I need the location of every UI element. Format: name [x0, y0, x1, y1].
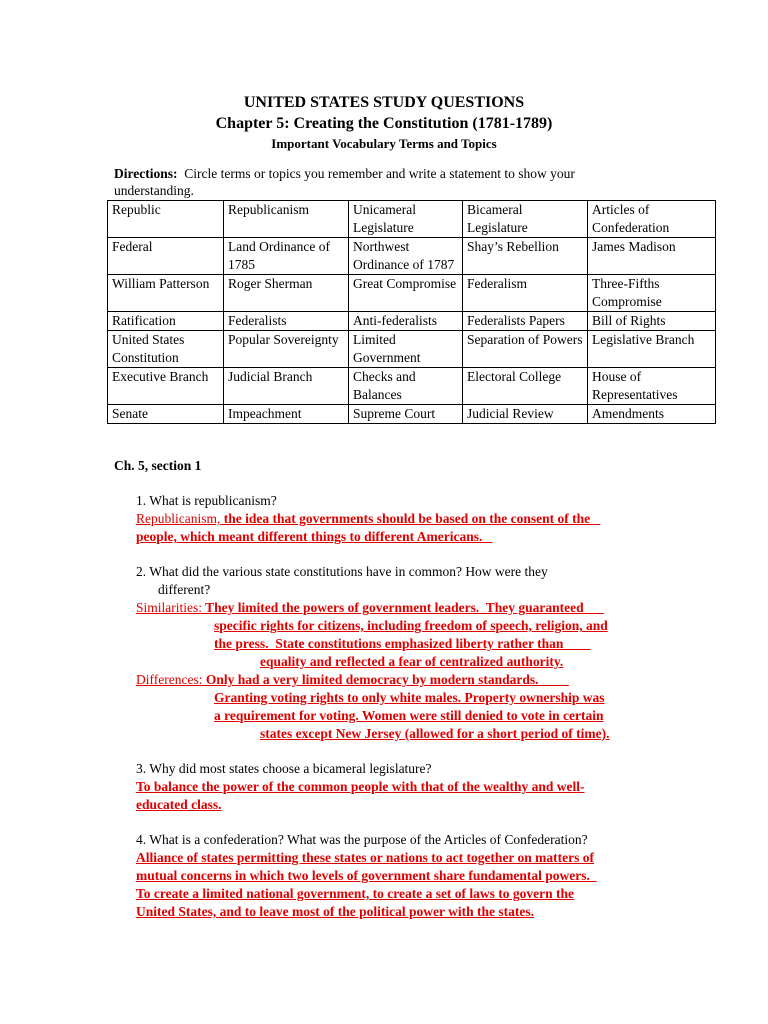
answer-4-line-4: United States, and to leave most of the political power with the states. — [136, 904, 534, 919]
vocab-term: Popular Sovereignty — [224, 331, 349, 368]
page-title: UNITED STATES STUDY QUESTIONS — [243, 94, 525, 111]
vocab-term: Ratification — [108, 312, 224, 331]
vocab-term: Federalism — [463, 275, 588, 312]
vocab-term: Roger Sherman — [224, 275, 349, 312]
vocab-term: William Patterson — [108, 275, 224, 312]
vocab-term: Supreme Court — [349, 405, 463, 424]
vocab-row — [108, 238, 716, 275]
answer-4-line-2: mutual concerns in which two levels of government share fundamental powers. — [136, 868, 597, 883]
vocab-term: Separation of Powers — [463, 331, 588, 368]
answer-4-line-1: Alliance of states permitting these states or nations to act together on matters of — [136, 850, 595, 865]
vocab-row — [108, 405, 716, 424]
vocab-term: Amendments — [588, 405, 716, 424]
vocab-row — [108, 312, 716, 331]
question-2-line-1: 2. What did the various state constitutions have in common? How were they — [136, 564, 548, 579]
vocab-term: Electoral College — [463, 368, 588, 405]
vocab-term: Legislative Branch — [588, 331, 716, 368]
vocab-term: Judicial Review — [463, 405, 588, 424]
directions-text: Circle terms or topics you remember and write a statement to show your understanding. — [114, 166, 575, 198]
vocab-term: House of Representatives — [588, 368, 716, 405]
vocab-term: Anti-federalists — [349, 312, 463, 331]
similarities-label: Similarities: — [136, 600, 202, 615]
vocab-term: Northwest Ordinance of 1787 — [349, 238, 463, 275]
vocab-term: Executive Branch — [108, 368, 224, 405]
vocab-term: Three-Fifths Compromise — [588, 275, 716, 312]
answer-4-line-3: To create a limited national government, to create a set of laws to govern the — [136, 886, 575, 901]
vocab-term: Great Compromise — [349, 275, 463, 312]
vocab-term: Republic — [108, 201, 224, 238]
vocab-table — [107, 200, 716, 424]
directions — [114, 165, 654, 199]
page-subtitle: Important Vocabulary Terms and Topics — [271, 136, 497, 151]
vocab-term: Limited Government — [349, 331, 463, 368]
differences-line-2: Granting voting rights to only white males. Property ownership was — [214, 690, 605, 705]
question-1: 1. What is republicanism? — [136, 493, 277, 508]
question-3: 3. Why did most states choose a bicameral legislature? — [136, 761, 432, 776]
vocab-term: Checks and Balances — [349, 368, 463, 405]
answer-3-line-2: educated class. — [136, 797, 222, 812]
directions-label: Directions: — [114, 166, 178, 181]
question-4: 4. What is a confederation? What was the purpose of the Articles of Confederation? — [136, 832, 588, 847]
vocab-term: Shay’s Rebellion — [463, 238, 588, 275]
chapter-title: Chapter 5: Creating the Constitution (1781-1789) — [215, 115, 553, 132]
vocab-term: Bill of Rights — [588, 312, 716, 331]
vocab-term: Unicameral Legislature — [349, 201, 463, 238]
vocab-term: Senate — [108, 405, 224, 424]
vocab-term: James Madison — [588, 238, 716, 275]
similarities-line-2: specific rights for citizens, including freedom of speech, religion, and — [214, 618, 608, 633]
section-heading: Ch. 5, section 1 — [114, 458, 202, 473]
vocab-term: Impeachment — [224, 405, 349, 424]
vocab-term: Judicial Branch — [224, 368, 349, 405]
answer-1-label: Republicanism, — [136, 511, 221, 526]
vocab-term: Federalists Papers — [463, 312, 588, 331]
vocab-row — [108, 368, 716, 405]
vocab-row — [108, 275, 716, 312]
vocab-term: Bicameral Legislature — [463, 201, 588, 238]
differences-line-3: a requirement for voting. Women were still denied to vote in certain — [214, 708, 604, 723]
vocab-term: United States Constitution — [108, 331, 224, 368]
vocab-term: Federalists — [224, 312, 349, 331]
similarities-line-3: the press. State constitutions emphasized liberty rather than — [214, 636, 591, 651]
question-2-line-2: different? — [158, 582, 211, 597]
similarities-line-1: Similarities: They limited the powers of government leaders. They guaranteed — [136, 600, 604, 615]
answer-1-line-2: people, which meant different things to different Americans. — [136, 529, 493, 544]
differences-line-1: Differences: Only had a very limited democracy by modern standards. — [136, 672, 569, 687]
answer-1-line-1: Republicanism, the idea that governments should be based on the consent of the — [136, 511, 601, 526]
similarities-line-4: equality and reflected a fear of centralized authority. — [260, 654, 564, 669]
vocab-term: Articles of Confederation — [588, 201, 716, 238]
vocab-row — [108, 331, 716, 368]
vocab-term: Land Ordinance of 1785 — [224, 238, 349, 275]
differences-line-4: states except New Jersey (allowed for a short period of time). — [260, 726, 610, 741]
vocab-term: Republicanism — [224, 201, 349, 238]
vocab-term: Federal — [108, 238, 224, 275]
vocab-row — [108, 201, 716, 238]
answer-3-line-1: To balance the power of the common people with that of the wealthy and well- — [136, 779, 585, 794]
differences-label: Differences: — [136, 672, 203, 687]
